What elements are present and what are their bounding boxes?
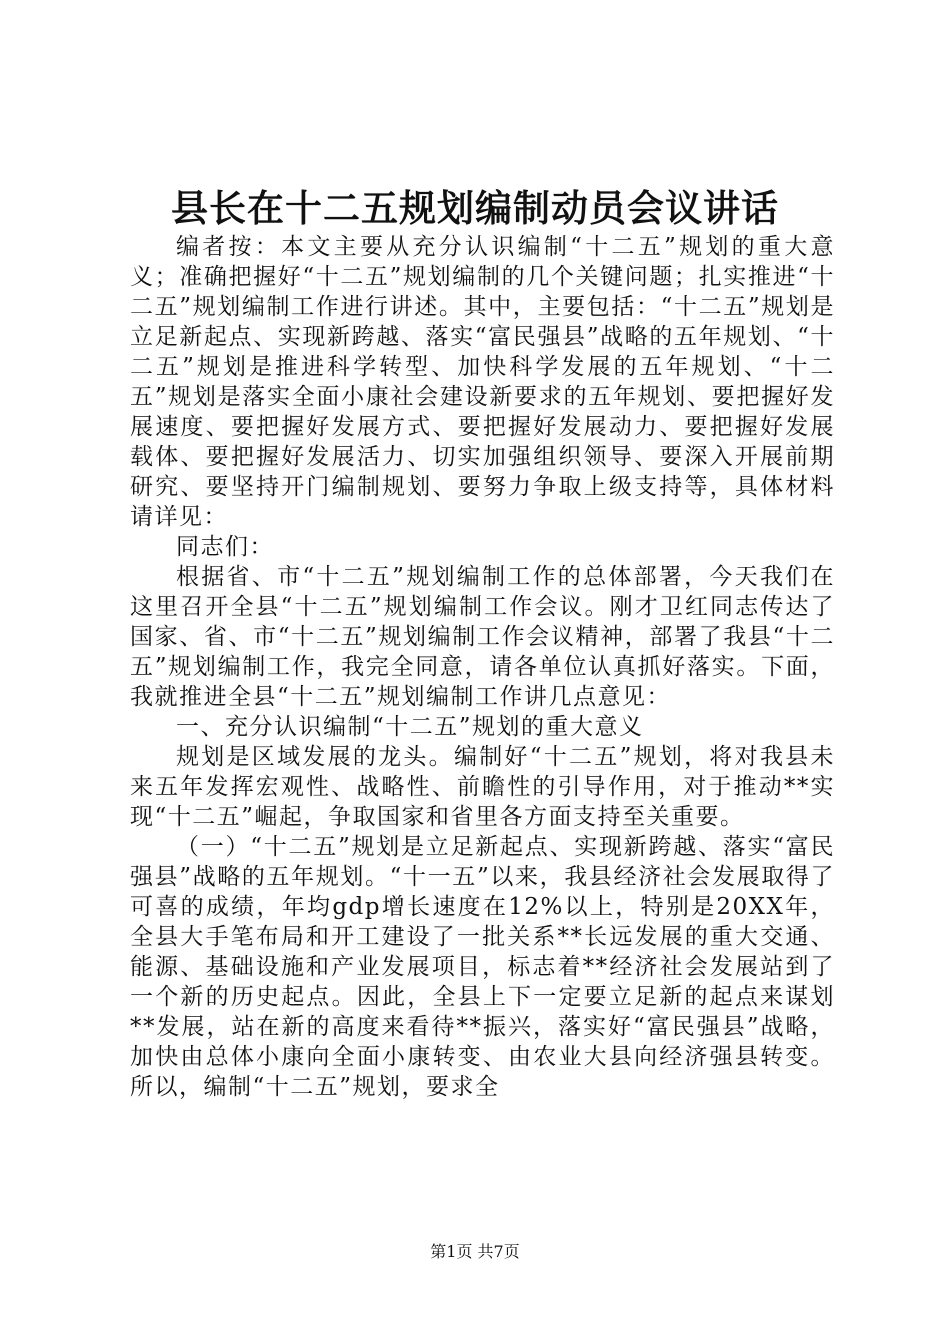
section-heading: 一、充分认识编制“十二五”规划的重大意义 xyxy=(176,714,644,740)
document-body xyxy=(130,232,835,1102)
body-paragraph: 规划是区域发展的龙头。编制好“十二五”规划，将对我县未来五年发挥宏观性、战略性、前瞻性的引导作用，对于推动**实现“十二五”崛起，争取国家和省里各方面支持至关重要。 xyxy=(130,744,835,830)
editor-note-paragraph: 编者按：本文主要从充分认识编制“十二五”规划的重大意义；准确把握好“十二五”规划编制的几个关键问题；扎实推进“十二五”规划编制工作进行讲述。其中，主要包括：“十二五”规划是立足新起点、实现新跨越、落实“富民强县”战略的五年规划、“十二五”规划是推进科学转型、加快科学发展的五年规划、“十二五”规划是落实全面小康社会建设新要求的五年规划、要把握好发展速度、要把握好发展方式、要把握好发展动力、要把握好发展载体、要把握好发展活力、切实加强组织领导、要深入开展前期研究、要坚持开门编制规划、要努力争取上级支持等，具体材料请详见： xyxy=(130,234,835,530)
intro-paragraph: 根据省、市“十二五”规划编制工作的总体部署，今天我们在这里召开全县“十二五”规划编制工作会议。刚才卫红同志传达了国家、省、市“十二五”规划编制工作会议精神，部署了我县“十二五”规划编制工作，我完全同意，请各单位认真抓好落实。下面，我就推进全县“十二五”规划编制工作讲几点意见： xyxy=(130,564,835,710)
document-title: 县长在十二五规划编制动员会议讲话 xyxy=(171,186,779,230)
salutation-paragraph: 同志们： xyxy=(176,534,274,560)
body-paragraph: （一）“十二五”规划是立足新起点、实现新跨越、落实“富民强县”战略的五年规划。“十一五”以来，我县经济社会发展取得了可喜的成绩，年均gdp增长速度在12%以上，特别是20XX年，全县大手笔布局和开工建设了一批关系**长远发展的重大交通、能源、基础设施和产业发展项目，标志着**经济社会发展站到了一个新的历史起点。因此，全县上下一定要立足新的起点来谋划**发展，站在新的高度来看待**振兴，落实好“富民强县”战略，加快由总体小康向全面小康转变、由农业大县向经济强县转变。所以，编制“十二五”规划，要求全 xyxy=(130,834,835,1100)
page-number-footer: 第1页 共7页 xyxy=(430,1242,520,1261)
